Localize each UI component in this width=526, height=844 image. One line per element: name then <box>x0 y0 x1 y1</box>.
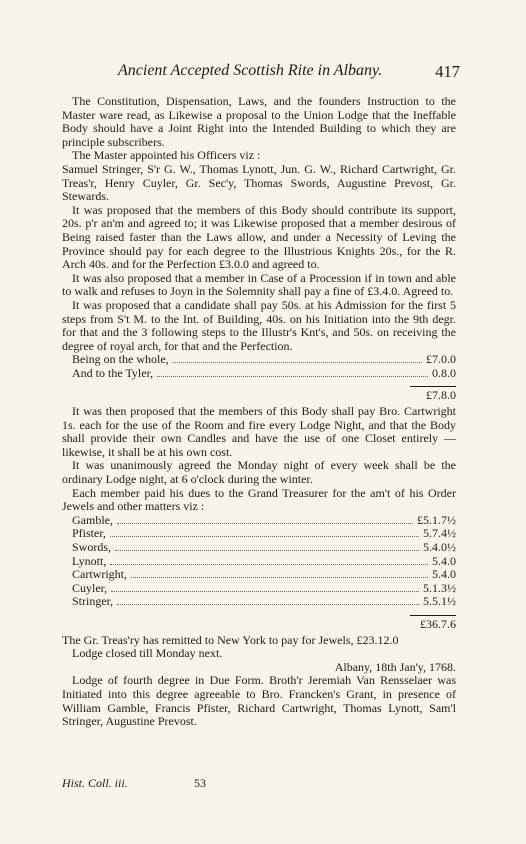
fee-amount: £7.0.0 <box>426 352 456 367</box>
paragraph: It was unanimously agreed the Monday night of every week shall be the ordinary Lodge night, at 6 o'clock during the winter. <box>62 458 456 487</box>
dateline: Albany, 18th Jan'y, 1768. <box>334 659 456 674</box>
dues-amount: 5.4.0½ <box>423 540 456 554</box>
dues-list <box>62 514 456 609</box>
paragraph: It was proposed that the members of this Body should contribute its support, 20s. p'r an'm and agreed to; it was Likewise proposed that a member desirous of Being raised faster than the Laws allow, and under a Necessity of Leving the Province should pay for each degree to the Illustrious Knights 20s., for the R. Arch 40s. and for the Perfection £3.0.0 and agreed to. <box>62 202 456 272</box>
dues-label: Cuyler, <box>72 580 108 595</box>
dues-total-value: £36.7.6 <box>410 615 456 632</box>
dues-amount: 5.4.0 <box>432 567 456 582</box>
dues-label: Stringer, <box>72 594 114 609</box>
paragraph: It was also proposed that a member in Case of a Procession if in town and able to walk and refuses to Joyn in the Solemnity shall pay a fine of £3.4.0. Agreed to. <box>62 270 456 299</box>
leader-dots <box>117 523 413 524</box>
leader-dots <box>157 376 428 377</box>
paragraph: Lodge of fourth degree in Due Form. Broth'r Jeremiah Van Rensselaer was Initiated into this degree agreeable to Bro. Francken's Grant, in presence of William Gamble, Francis Pfister, Richard Cartwright, Thomas Lynott, Sam'l Stringer, Augustine Prevost. <box>62 673 456 729</box>
leader-dots <box>111 591 419 592</box>
dues-row <box>72 582 456 596</box>
sheet-number: 53 <box>194 776 206 790</box>
paragraph: Each member paid his dues to the Grand Treasurer for the am't of his Order Jewels and other matters viz : <box>62 485 456 514</box>
dues-amount: 5.7.4½ <box>423 526 456 541</box>
running-title: Ancient Accepted Scottish Rite in Albany. <box>118 62 383 79</box>
running-header <box>100 62 460 82</box>
dues-row <box>72 527 456 541</box>
remittance-note: The Gr. Treas'ry has remitted to New York to pay for Jewels, £23.12.0 <box>62 632 399 647</box>
leader-dots <box>115 550 419 551</box>
paragraph: It was then proposed that the members of this Body shall pay Bro. Cartwright 1s. each for the use of the Room and fire every Lodge Night, and that the Body shall provide their own Candles and have the use of one Closet entirely — likewise, it shall be at his own cost. <box>62 404 456 459</box>
page-number: 417 <box>435 62 460 81</box>
leader-dots <box>110 536 419 537</box>
dues-label: Pfister, <box>72 526 106 541</box>
fees-total-value: £7.8.0 <box>410 386 456 403</box>
page-footer <box>62 776 456 791</box>
page-body <box>62 95 456 729</box>
dues-row <box>72 541 456 555</box>
fee-row <box>72 367 456 381</box>
dues-row <box>72 568 456 582</box>
dues-amount: £5.1.7½ <box>417 512 456 527</box>
dues-label: Cartwright, <box>72 567 127 582</box>
dues-row <box>72 555 456 569</box>
fees-list <box>62 353 456 380</box>
dues-label: Lynott, <box>72 553 107 568</box>
fees-total <box>62 386 456 403</box>
paragraph: It was proposed that a candidate shall pay 50s. at his Admission for the first 5 steps from S't M. to the Int. of Building, 40s. on his Initiation into the 9th degr. for that and the 3 following steps to the Illustr's Knt's, and 50s. on receiving the degree of royal arch, for that and the Perfection. <box>62 297 456 353</box>
leader-dots <box>110 564 428 565</box>
dues-amount: 5.4.0 <box>432 553 456 568</box>
dues-row <box>72 514 456 528</box>
closing-note: Lodge closed till Monday next. <box>72 646 223 661</box>
dues-label: Gamble, <box>72 512 113 527</box>
leader-dots <box>117 604 419 605</box>
leader-dots <box>131 577 428 578</box>
paragraph: The Master appointed his Officers viz : <box>72 148 261 163</box>
dues-amount: 5.1.3½ <box>423 580 456 595</box>
dues-label: Swords, <box>72 540 112 554</box>
signature-mark: Hist. Coll. iii. <box>62 776 128 790</box>
dues-row <box>72 595 456 609</box>
fee-row <box>72 353 456 367</box>
fee-amount: 0.8.0 <box>432 365 456 380</box>
paragraph: The Constitution, Dispensation, Laws, and the founders Instruction to the Master ware read, as Likewise a proposal to the Union Lodge that the Ineffable Body should have a Joint Right into the Intended Building to which they are principle subscribers. <box>62 94 456 149</box>
fee-label: And to the Tyler, <box>72 365 154 380</box>
dues-total <box>62 615 456 632</box>
leader-dots <box>173 362 422 363</box>
dues-amount: 5.5.1½ <box>423 594 456 609</box>
fee-label: Being on the whole, <box>72 352 169 367</box>
paragraph: Samuel Stringer, S'r G. W., Thomas Lynott, Jun. G. W., Richard Cartwright, Gr. Treas'r, Henry Cuyler, Gr. Sec'y, Thomas Swords, Augustine Prevost, Gr. Stewards. <box>62 161 456 204</box>
